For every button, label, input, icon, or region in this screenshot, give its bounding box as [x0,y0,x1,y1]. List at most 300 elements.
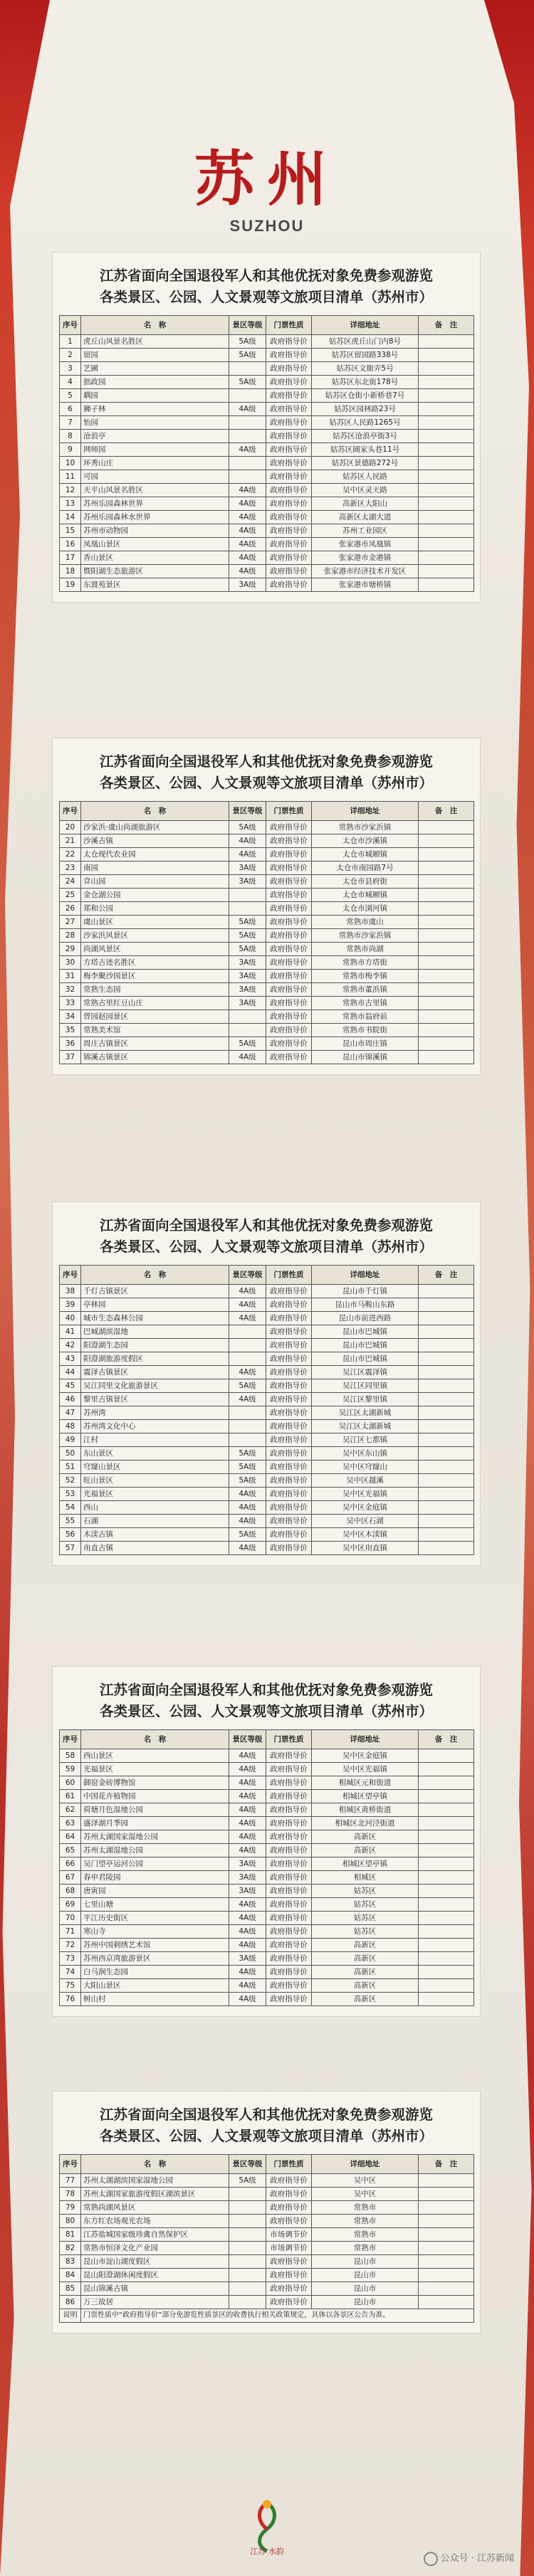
attraction-name: 常熟美术馆 [81,1024,229,1037]
remark [419,1366,474,1379]
address: 昆山市 [312,2269,419,2282]
ticket-type: 政府指导价 [266,983,312,997]
remark [419,565,474,578]
table-row [60,889,474,902]
address: 相城区 [312,1871,419,1885]
remark [419,1501,474,1515]
remark [419,376,474,389]
address: 太仓市沙溪镇 [312,834,419,848]
scenic-level: 4A级 [229,1285,266,1298]
table-row [60,1379,474,1393]
attraction-name: 阳澄湖生态园 [81,1339,229,1352]
row-number: 64 [60,1830,81,1844]
address: 吴江区太湖新城 [312,1406,419,1420]
attraction-name: 东山景区 [81,1447,229,1461]
remark [419,1790,474,1803]
address: 昆山市锦溪镇 [312,1051,419,1064]
remark [419,1420,474,1433]
row-number: 40 [60,1312,81,1325]
attraction-name: 寒山寺 [81,1925,229,1939]
card-title-line2: 各类景区、公园、人文景观等文旅项目清单（苏州市） [99,2128,433,2144]
remark [419,578,474,592]
row-number: 17 [60,551,81,565]
ticket-type: 政府指导价 [266,1325,312,1339]
scenic-level: 3A级 [229,970,266,983]
attraction-name: 常熟古里红豆山庄 [81,997,229,1010]
attraction-name: 江苏盐城国家级珍禽自然保护区 [81,2228,229,2242]
scenic-level: 3A级 [229,956,266,970]
scenic-level [229,430,266,443]
row-number: 30 [60,956,81,970]
remark [419,1542,474,1555]
address: 张家港市塘桥镇 [312,578,419,592]
address: 高新区 [312,1979,419,1993]
row-number: 52 [60,1474,81,1488]
address: 吴中区 [312,2188,419,2201]
ticket-type: 政府指导价 [266,1474,312,1488]
table-header-row [60,802,474,821]
ticket-type: 政府指导价 [266,538,312,551]
scenic-level [229,362,266,376]
row-number: 43 [60,1352,81,1366]
table-row [60,1433,474,1447]
list-card [53,253,480,602]
address: 常熟市翁府前 [312,1010,419,1024]
footnote-row [60,2309,474,2323]
address: 姑苏区仓街小新桥巷7号 [312,389,419,403]
ticket-type: 政府指导价 [266,1979,312,1993]
address: 吴江区七都镇 [312,1433,419,1447]
address: 吴中区木渎镇 [312,1528,419,1542]
row-number: 82 [60,2242,81,2255]
remark [419,902,474,916]
remark [419,1763,474,1776]
remark [419,1488,474,1501]
remark [419,1379,474,1393]
attraction-name: 昆山市淀山湖度假区 [81,2255,229,2269]
address: 高新区 [312,1952,419,1966]
remark [419,1776,474,1790]
attraction-name: 中国花卉植物园 [81,1790,229,1803]
table-row [60,1420,474,1433]
remark [419,2242,474,2255]
ticket-type: 政府指导价 [266,443,312,457]
table-row [60,1285,474,1298]
address: 吴中区光福镇 [312,1763,419,1776]
ticket-type: 政府指导价 [266,1515,312,1528]
logo-text: 江苏 水韵 [250,2547,284,2556]
ticket-type: 政府指导价 [266,416,312,430]
ticket-type: 政府指导价 [266,1871,312,1885]
scenic-level: 5A级 [229,943,266,956]
table-row [60,1352,474,1366]
scenic-level: 4A级 [229,1966,266,1979]
watermark [424,2550,514,2566]
column-header-addr: 详细地址 [312,802,419,821]
card-title-line1: 江苏省面向全国退役军人和其他优抚对象免费参观游览 [99,267,433,284]
table-row [60,956,474,970]
attraction-name: 西山景区 [81,1749,229,1763]
row-number: 61 [60,1790,81,1803]
attraction-name: 光福景区 [81,1488,229,1501]
row-number: 34 [60,1010,81,1024]
attraction-name: 方塔古迹名胜区 [81,956,229,970]
table-row [60,1501,474,1515]
ticket-type: 政府指导价 [266,1051,312,1064]
attraction-name: 苏州湾 [81,1406,229,1420]
scenic-level: 4A级 [229,1939,266,1952]
remark [419,1993,474,2006]
remark [419,443,474,457]
card-title-line2: 各类景区、公园、人文景观等文旅项目清单（苏州市） [99,1703,433,1719]
column-header-note: 备 注 [419,316,474,335]
table-row [60,916,474,929]
watermark-text: 公众号 · 江苏新闻 [440,2553,514,2564]
attraction-name: 可园 [81,470,229,484]
scenic-level: 5A级 [229,1528,266,1542]
ticket-type: 政府指导价 [266,551,312,565]
remark [419,403,474,416]
ticket-type: 政府指导价 [266,1501,312,1515]
scenic-level [229,2255,266,2269]
column-header-note: 备 注 [419,2155,474,2174]
ticket-type: 政府指导价 [266,1966,312,1979]
scenic-level: 4A级 [229,1925,266,1939]
ticket-type: 政府指导价 [266,511,312,524]
attraction-name: 白马涧生态园 [81,1966,229,1979]
remark [419,2255,474,2269]
address: 相城区北河泾街道 [312,1817,419,1830]
ticket-type: 政府指导价 [266,1993,312,2006]
attraction-name: 苏州太湖国家旅游度假区湖滨景区 [81,2188,229,2201]
address: 姑苏区东北街178号 [312,376,419,389]
table-row [60,376,474,389]
remark [419,1979,474,1993]
address: 太仓市县府街 [312,875,419,889]
row-number: 79 [60,2201,81,2215]
row-number: 48 [60,1420,81,1433]
attraction-name: 苏州乐园森林世界 [81,497,229,511]
attraction-name: 平江历史街区 [81,1912,229,1925]
table-row [60,1898,474,1912]
list-card [53,1667,480,2016]
attraction-name: 震泽古镇景区 [81,1366,229,1379]
scenic-level: 4A级 [229,1393,266,1406]
ticket-type: 政府指导价 [266,1528,312,1542]
ticket-type: 政府指导价 [266,1312,312,1325]
row-number: 22 [60,848,81,862]
scenic-level: 4A级 [229,403,266,416]
address: 昆山市 [312,2255,419,2269]
attraction-name: 苏州乐园森林水世界 [81,511,229,524]
table-row [60,2242,474,2255]
address: 姑苏区 [312,1898,419,1912]
row-number: 39 [60,1298,81,1312]
row-number: 45 [60,1379,81,1393]
attraction-name: 常熟生态园 [81,983,229,997]
address: 昆山市千灯镇 [312,1285,419,1298]
column-header-level: 景区等级 [229,316,266,335]
ticket-type: 市场调节价 [266,2242,312,2255]
table-row [60,1966,474,1979]
card-title-line1: 江苏省面向全国退役军人和其他优抚对象免费参观游览 [99,2106,433,2123]
address: 昆山市马鞍山东路 [312,1298,419,1312]
scenic-level: 5A级 [229,1379,266,1393]
attraction-name: 拙政园 [81,376,229,389]
remark [419,1749,474,1763]
column-header-level: 景区等级 [229,1730,266,1749]
table-row [60,1325,474,1339]
address: 吴中区灵天路 [312,484,419,497]
row-number: 86 [60,2296,81,2309]
ticket-type: 政府指导价 [266,889,312,902]
list-card [53,1202,480,1565]
table-row [60,2255,474,2269]
column-header-name: 名 称 [81,1730,229,1749]
row-number: 63 [60,1817,81,1830]
address: 吴中区越溪 [312,1474,419,1488]
ticket-type: 政府指导价 [266,497,312,511]
table-row [60,862,474,875]
scenic-level: 4A级 [229,1790,266,1803]
ticket-type: 政府指导价 [266,2188,312,2201]
attraction-name: 狮子林 [81,403,229,416]
city-subtitle: SUZHOU [229,217,305,235]
row-number: 81 [60,2228,81,2242]
remark [419,1325,474,1339]
remark [419,1817,474,1830]
ticket-type: 政府指导价 [266,1339,312,1352]
table-row [60,524,474,538]
row-number: 29 [60,943,81,956]
scenic-level: 5A级 [229,929,266,943]
remark [419,970,474,983]
attraction-name: 苏州太湖湿地公园 [81,1844,229,1857]
address: 常熟市董浜镇 [312,983,419,997]
row-number: 10 [60,457,81,470]
ticket-type: 政府指导价 [266,1024,312,1037]
table-row [60,1447,474,1461]
remark [419,862,474,875]
scenic-level: 5A级 [229,1447,266,1461]
address: 昆山市 [312,2296,419,2309]
column-header-addr: 详细地址 [312,1730,419,1749]
remark [419,1393,474,1406]
address: 高新区 [312,1966,419,1979]
address: 张家港市经济技术开发区 [312,565,419,578]
table-row [60,902,474,916]
table-row [60,875,474,889]
list-card [53,2092,480,2333]
attraction-name: 南园 [81,862,229,875]
ticket-type: 政府指导价 [266,875,312,889]
table-row [60,362,474,376]
table-row [60,2228,474,2242]
row-number: 58 [60,1749,81,1763]
scenic-level [229,1339,266,1352]
row-number: 24 [60,875,81,889]
ticket-type: 政府指导价 [266,821,312,834]
ticket-type: 政府指导价 [266,1488,312,1501]
row-number: 11 [60,470,81,484]
ticket-type: 政府指导价 [266,1447,312,1461]
attraction-name: 昆山阳澄湖休闲度假区 [81,2269,229,2282]
remark [419,1312,474,1325]
ticket-type: 政府指导价 [266,1790,312,1803]
scenic-level [229,2269,266,2282]
scenic-level [229,2188,266,2201]
row-number: 83 [60,2255,81,2269]
row-number: 85 [60,2282,81,2296]
remark [419,335,474,349]
scenic-level: 4A级 [229,1542,266,1555]
table-row [60,1803,474,1817]
row-number: 12 [60,484,81,497]
scenic-level: 4A级 [229,1898,266,1912]
scenic-level: 4A级 [229,538,266,551]
address: 高新区大阳山 [312,497,419,511]
attraction-name: 曾园赵园景区 [81,1010,229,1024]
address: 姑苏区人民路 [312,470,419,484]
scenic-level: 5A级 [229,1037,266,1051]
table-row [60,1515,474,1528]
scenic-level: 4A级 [229,834,266,848]
column-header-ticket: 门票性质 [266,316,312,335]
attraction-name: 木渎古镇 [81,1528,229,1542]
remark [419,1803,474,1817]
table-row [60,1024,474,1037]
attractions-table [59,801,474,1064]
table-row [60,484,474,497]
attraction-name: 沙溪古镇 [81,834,229,848]
ticket-type: 政府指导价 [266,848,312,862]
footnote-label: 说明 [60,2309,81,2323]
remark [419,1885,474,1898]
attraction-name: 昆山锦溪古镇 [81,2282,229,2296]
table-header-row [60,2155,474,2174]
ticket-type: 政府指导价 [266,1776,312,1790]
scenic-level: 4A级 [229,848,266,862]
remark [419,2188,474,2201]
address: 吴江区震泽镇 [312,1366,419,1379]
ticket-type: 政府指导价 [266,2255,312,2269]
attraction-name: 苏州太湖国家湿地公园 [81,1830,229,1844]
scenic-level [229,2296,266,2309]
table-row [60,1857,474,1871]
ticket-type: 政府指导价 [266,1749,312,1763]
scenic-level: 4A级 [229,484,266,497]
ticket-type: 政府指导价 [266,1433,312,1447]
address: 吴中区 [312,2174,419,2188]
table-row [60,1776,474,1790]
ticket-type: 政府指导价 [266,970,312,983]
address: 常熟市古里镇 [312,997,419,1010]
attraction-name: 西山 [81,1501,229,1515]
scenic-level [229,2242,266,2255]
remark [419,1474,474,1488]
ticket-type: 政府指导价 [266,524,312,538]
row-number: 19 [60,578,81,592]
row-number: 27 [60,916,81,929]
address: 太仓市城厢镇 [312,889,419,902]
remark [419,943,474,956]
scenic-level: 4A级 [229,511,266,524]
attraction-name: 太仓现代农业园 [81,848,229,862]
card-title-line2: 各类景区、公园、人文景观等文旅项目清单（苏州市） [99,775,433,791]
list-card [53,738,480,1074]
table-row [60,335,474,349]
ticket-type: 政府指导价 [266,1420,312,1433]
attraction-name: 环秀山庄 [81,457,229,470]
attraction-name: 阳澄湖旅游度假区 [81,1352,229,1366]
scenic-level: 3A级 [229,983,266,997]
table-row [60,1993,474,2006]
scenic-level [229,1433,266,1447]
row-number: 54 [60,1501,81,1515]
row-number: 32 [60,983,81,997]
attraction-name: 天平山风景名胜区 [81,484,229,497]
card-title-line1: 江苏省面向全国退役军人和其他优抚对象免费参观游览 [99,1217,433,1234]
scenic-level: 3A级 [229,1952,266,1966]
attraction-name: 江村 [81,1433,229,1447]
address: 张家港市凤凰镇 [312,538,419,551]
address: 常熟市沙家浜镇 [312,929,419,943]
attraction-name: 沧浪亭 [81,430,229,443]
attraction-name: 尚湖风景区 [81,943,229,956]
ticket-type: 政府指导价 [266,834,312,848]
table-row [60,1885,474,1898]
attraction-name: 吴江同里文化旅游景区 [81,1379,229,1393]
address: 高新区 [312,1844,419,1857]
address: 太仓市浏河镇 [312,902,419,916]
ticket-type: 政府指导价 [266,943,312,956]
row-number: 20 [60,821,81,834]
address: 太仓市南园路7号 [312,862,419,875]
address: 常熟市梅李镇 [312,970,419,983]
column-header-note: 备 注 [419,802,474,821]
row-number: 75 [60,1979,81,1993]
address: 常熟市 [312,2201,419,2215]
attraction-name: 香山景区 [81,551,229,565]
ticket-type: 政府指导价 [266,1925,312,1939]
scenic-level: 4A级 [229,1501,266,1515]
attraction-name: 怡园 [81,416,229,430]
row-number: 38 [60,1285,81,1298]
remark [419,1285,474,1298]
table-row [60,1461,474,1474]
row-number: 80 [60,2215,81,2228]
attraction-name: 御窑金砖博物馆 [81,1776,229,1790]
table-row [60,1790,474,1803]
address: 高新区太湖大道 [312,511,419,524]
address: 姑苏区留园路338号 [312,349,419,362]
scenic-level: 5A级 [229,1474,266,1488]
ticket-type: 政府指导价 [266,2296,312,2309]
column-header-name: 名 称 [81,1266,229,1285]
remark [419,2228,474,2242]
address: 姑苏区沧浪亭街3号 [312,430,419,443]
remark [419,889,474,902]
ticket-type: 政府指导价 [266,349,312,362]
remark [419,470,474,484]
row-number: 1 [60,335,81,349]
ticket-type: 政府指导价 [266,902,312,916]
remark [419,1037,474,1051]
scenic-level [229,1352,266,1366]
address: 昆山市巴城镇 [312,1352,419,1366]
remark [419,538,474,551]
attraction-name: 沙家浜风景区 [81,929,229,943]
